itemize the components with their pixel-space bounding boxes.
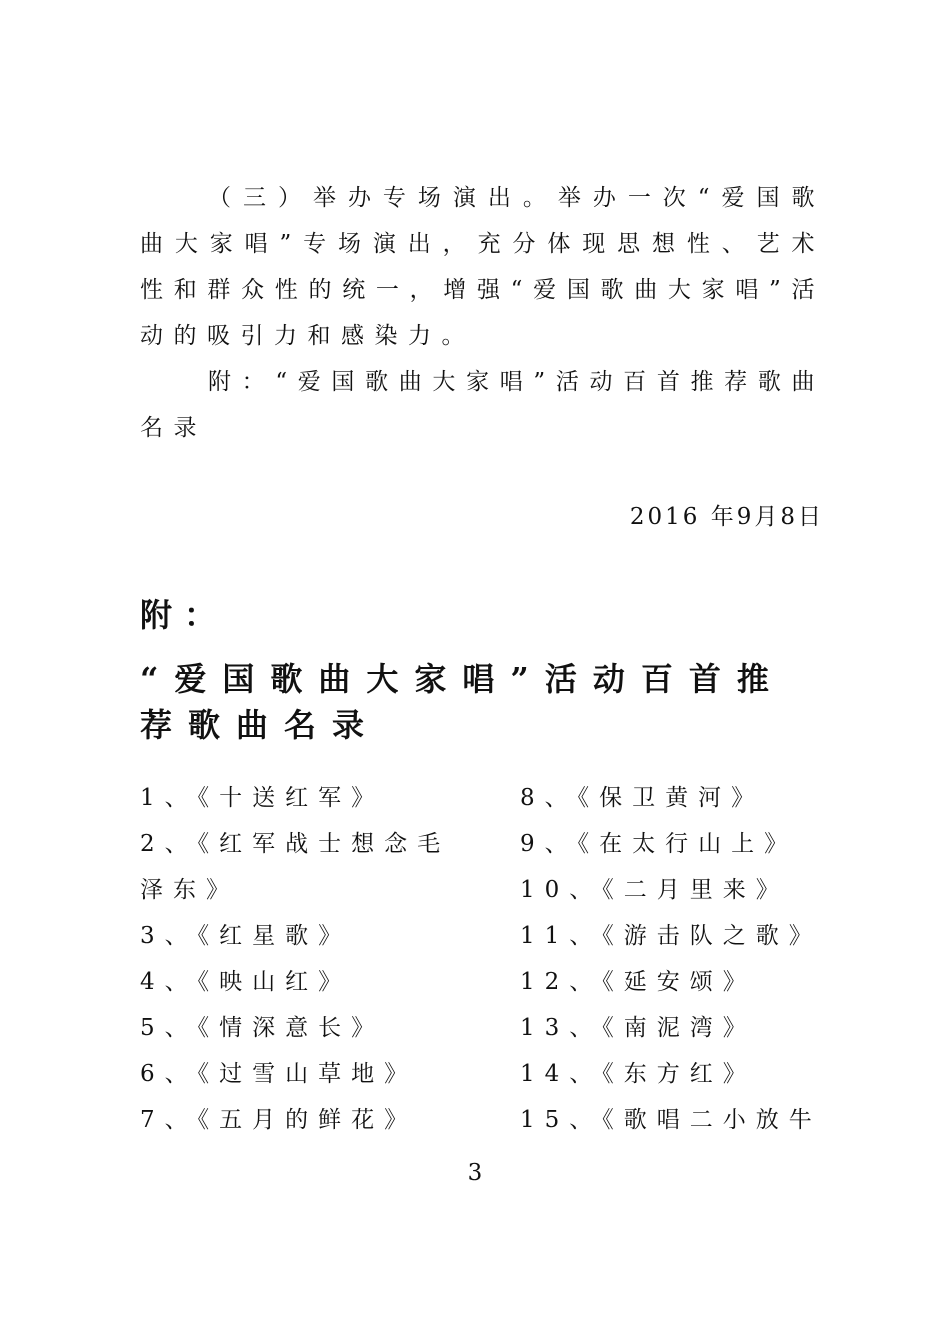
list-item: 6、《过雪山草地》 — [140, 1061, 418, 1087]
list-item: 14、《东方红》 — [520, 1061, 756, 1087]
list-item: 11、《游击队之歌》 — [520, 923, 822, 949]
song-list-right — [520, 775, 840, 1143]
list-item: 4、《映山红》 — [140, 969, 352, 995]
page-number: 3 — [467, 1160, 483, 1186]
paragraph-performance: （三）举办专场演出。举办一次“爱国歌曲大家唱”专场演出，充分体现思想性、艺术性和群众性的统一，增强“爱国歌曲大家唱”活动的吸引力和感染力。 — [140, 185, 825, 349]
list-item: 9、《在太行山上》 — [520, 831, 798, 857]
list-item: 5、《情深意长》 — [140, 1015, 385, 1041]
list-item: 2、《红军战士想念毛 — [140, 831, 451, 857]
list-item: 1、《十送红军》 — [140, 785, 385, 811]
list-item: 7、《五月的鲜花》 — [140, 1107, 418, 1133]
document-date: 2016 年9月8日 — [629, 504, 824, 530]
appendix-label: 附： — [140, 596, 229, 634]
list-item: 13、《南泥湾》 — [520, 1015, 756, 1041]
song-list-left — [140, 775, 480, 1143]
list-item: 10、《二月里来》 — [520, 877, 789, 903]
paragraph-attachment-note: 附：“爱国歌曲大家唱”活动百首推荐歌曲名录 — [140, 369, 825, 441]
list-item: 15、《歌唱二小放牛 — [520, 1107, 822, 1133]
list-item: 8、《保卫黄河》 — [520, 785, 765, 811]
list-item: 泽东》 — [140, 877, 239, 903]
list-item: 3、《红星歌》 — [140, 923, 352, 949]
list-item: 12、《延安颂》 — [520, 969, 756, 995]
appendix-title: “爱国歌曲大家唱”活动百首推荐歌曲名录 — [140, 660, 785, 744]
